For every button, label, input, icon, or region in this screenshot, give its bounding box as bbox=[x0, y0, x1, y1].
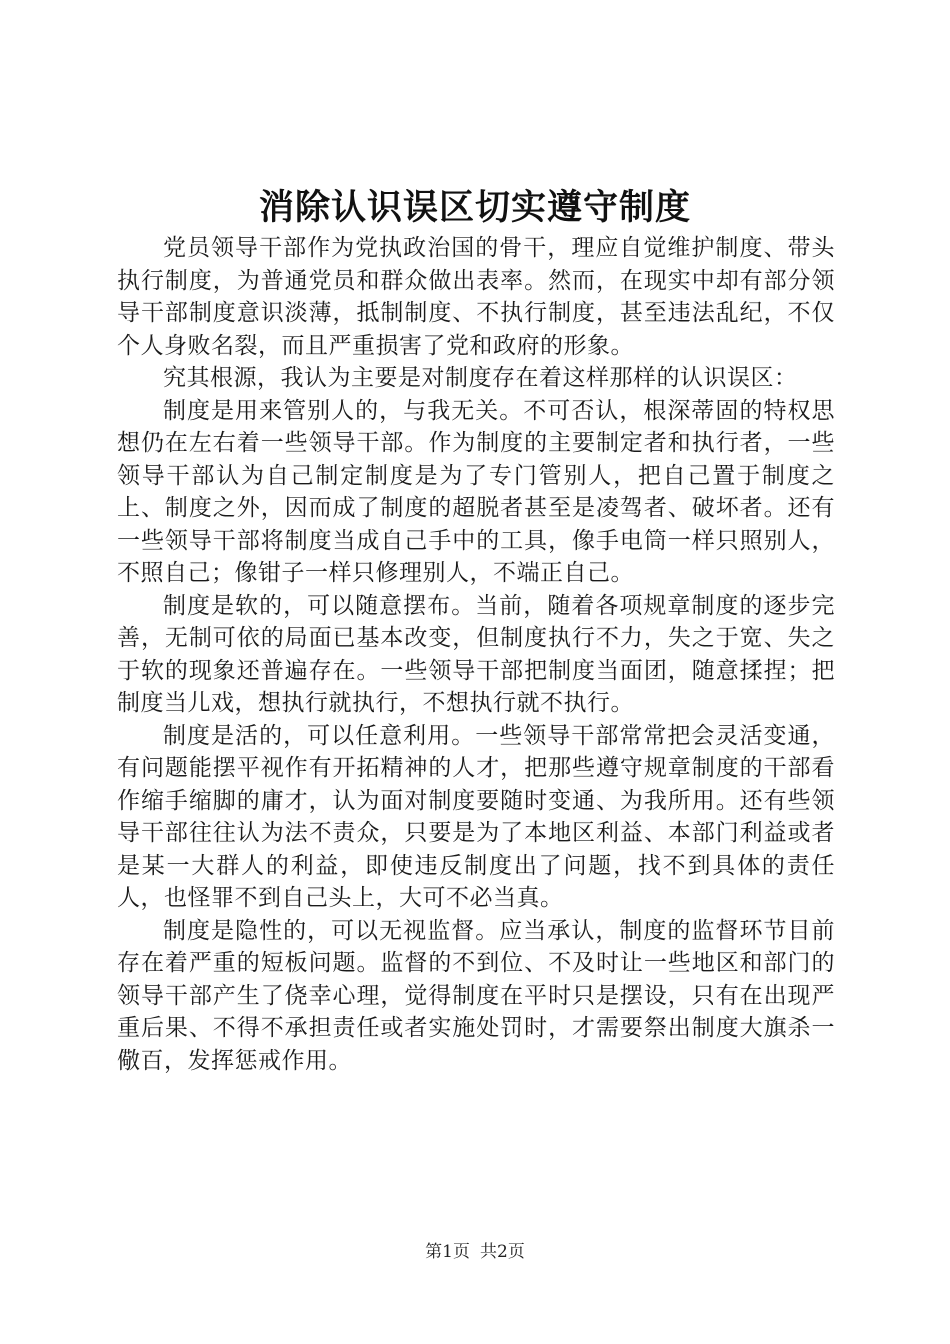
document-title: 消除认识误区切实遵守制度 bbox=[258, 187, 691, 228]
paragraph: 制度是隐性的，可以无视监督。应当承认，制度的监督环节目前存在着严重的短板问题。监督的不到位、不及时让一些地区和部门的领导干部产生了侥幸心理，觉得制度在平时只是摆设，只有在出现严重后果、不得不承担责任或者实施处罚时，才需要祭出制度大旗杀一儆百，发挥惩戒作用。 bbox=[117, 917, 835, 1074]
paragraph: 制度是用来管别人的，与我无关。不可否认，根深蒂固的特权思想仍在左右着一些领导干部。作为制度的主要制定者和执行者，一些领导干部认为自己制定制度是为了专门管别人，把自己置于制度之上、制度之外，因而成了制度的超脱者甚至是凌驾者、破坏者。还有一些领导干部将制度当成自己手中的工具，像手电筒一样只照别人，不照自己；像钳子一样只修理别人，不端正自己。 bbox=[117, 397, 835, 586]
paragraph: 究其根源，我认为主要是对制度存在着这样那样的认识误区： bbox=[163, 365, 798, 391]
page-footer bbox=[0, 1240, 950, 1264]
page-number: 第1页 bbox=[425, 1242, 470, 1262]
document-body bbox=[117, 232, 835, 1077]
paragraph: 制度是软的，可以随意摆布。当前，随着各项规章制度的逐步完善，无制可依的局面已基本改变，但制度执行不力，失之于宽、失之于软的现象还普遍存在。一些领导干部把制度当面团，随意揉捏；把制度当儿戏，想执行就执行，不想执行就不执行。 bbox=[117, 592, 835, 716]
paragraph: 制度是活的，可以任意利用。一些领导干部常常把会灵活变通，有问题能摆平视作有开拓精神的人才，把那些遵守规章制度的干部看作缩手缩脚的庸才，认为面对制度要随时变通、为我所用。还有些领导干部往往认为法不责众，只要是为了本地区利益、本部门利益或者是某一大群人的利益，即使违反制度出了问题，找不到具体的责任人，也怪罪不到自己头上，大可不必当真。 bbox=[117, 722, 835, 911]
paragraph: 党员领导干部作为党执政治国的骨干，理应自觉维护制度、带头执行制度，为普通党员和群众做出表率。然而，在现实中却有部分领导干部制度意识淡薄，抵制制度、不执行制度，甚至违法乱纪，不仅个人身败名裂，而且严重损害了党和政府的形象。 bbox=[117, 235, 835, 359]
page-total: 共2页 bbox=[480, 1242, 525, 1262]
